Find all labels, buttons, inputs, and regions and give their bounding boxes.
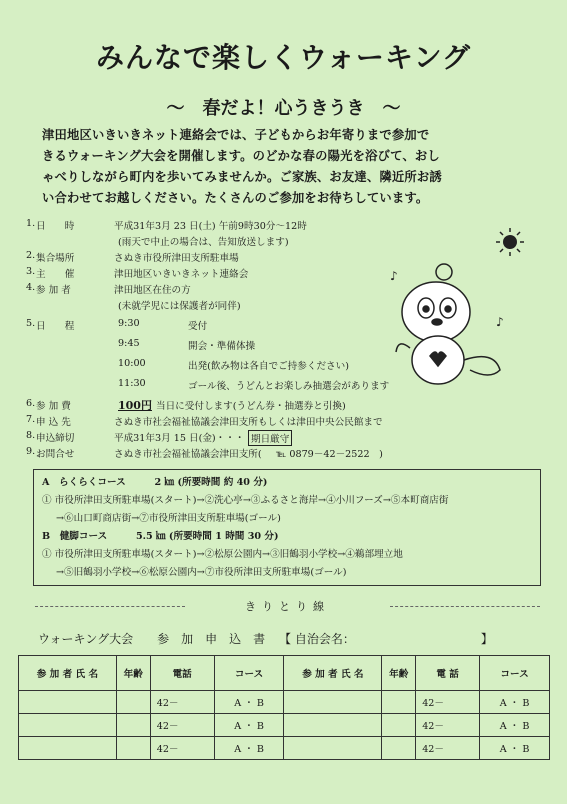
- age-cell[interactable]: [116, 691, 150, 714]
- item-label: 主 催: [36, 269, 75, 280]
- header-course: コース: [480, 656, 550, 691]
- item-label: 日 程: [36, 321, 75, 332]
- svg-text:♪: ♪: [390, 269, 398, 283]
- item-label: 申 込 先: [36, 417, 71, 428]
- phone-cell[interactable]: 42－: [416, 737, 480, 760]
- name-cell[interactable]: [284, 737, 382, 760]
- fee-amount: 100円: [118, 399, 152, 412]
- phone-cell[interactable]: 42－: [416, 691, 480, 714]
- deadline-badge: 期日厳守: [248, 430, 292, 446]
- form-title: [38, 630, 493, 647]
- course-cell[interactable]: A ・ B: [214, 691, 284, 714]
- name-cell[interactable]: [284, 714, 382, 737]
- detail-host: [26, 266, 446, 282]
- course-box: [33, 469, 541, 586]
- item-label: 申込締切: [36, 433, 75, 444]
- course-a-route: →⑥山口町商店街→⑦市役所津田支所駐車場(ゴール): [56, 513, 281, 524]
- schedule-time: 9:30: [118, 318, 140, 329]
- detail-date: [26, 218, 446, 234]
- form-title-text: ウォーキング大会 参 加 申 込 書: [38, 632, 266, 646]
- dashed-line: [35, 606, 185, 607]
- detail-participants: [26, 282, 446, 298]
- intro-line: い合わせてお越しください。たくさんのご参加をお待ちしています。: [42, 191, 429, 205]
- header-phone: 電話: [150, 656, 214, 691]
- item-number: 2.: [26, 250, 36, 261]
- schedule-desc: 開会・準備体操: [188, 341, 256, 352]
- cut-label: きりとり線: [245, 600, 330, 613]
- name-cell[interactable]: [19, 714, 117, 737]
- table-row: [19, 691, 550, 714]
- item-value: さぬき市社会福祉協議会津田支所もしくは津田中央公民館まで: [114, 417, 383, 428]
- item-label: 参 加 費: [36, 401, 71, 412]
- item-note: (雨天で中止の場合は、告知放送します): [118, 237, 289, 248]
- phone-cell[interactable]: 42－: [416, 714, 480, 737]
- course-cell[interactable]: A ・ B: [480, 737, 550, 760]
- header-name: 参 加 者 氏 名: [19, 656, 117, 691]
- name-cell[interactable]: [19, 737, 117, 760]
- item-number: 4.: [26, 282, 36, 293]
- schedule-desc: 出発(飲み物は各自でご持参ください): [188, 361, 349, 372]
- age-cell[interactable]: [116, 714, 150, 737]
- age-cell[interactable]: [382, 691, 416, 714]
- detail-participants-note: [26, 298, 446, 314]
- schedule-desc: ゴール後、うどんとお楽しみ抽選会があります: [188, 381, 390, 392]
- header-phone: 電 話: [416, 656, 480, 691]
- detail-deadline: [26, 430, 446, 446]
- header-course: コース: [214, 656, 284, 691]
- item-note: (未就学児には保護者が同伴): [118, 301, 241, 312]
- application-form-table: [18, 655, 550, 760]
- detail-schedule: [26, 318, 446, 334]
- page-subtitle: ～ 春だよ！心うきうき ～: [166, 98, 401, 119]
- detail-apply: [26, 414, 446, 430]
- header-age: 年齢: [382, 656, 416, 691]
- schedule-time: 11:30: [118, 378, 146, 389]
- item-number: 3.: [26, 266, 36, 277]
- phone-cell[interactable]: 42－: [150, 714, 214, 737]
- item-value: 津田地区在住の方: [114, 285, 191, 296]
- schedule-desc: 受付: [188, 321, 208, 332]
- name-cell[interactable]: [19, 691, 117, 714]
- dashed-line: [390, 606, 540, 607]
- item-value: 平成31年3月 23 日(土) 午前9時30分～12時: [114, 221, 307, 232]
- schedule-row: [26, 338, 446, 354]
- course-a-title: A らくらくコース 2 ㎞ (所要時間 約 40 分): [42, 477, 268, 488]
- schedule-time: 10:00: [118, 358, 146, 369]
- item-label: 日 時: [36, 221, 75, 232]
- detail-fee: [26, 398, 446, 414]
- phone-cell[interactable]: 42－: [150, 737, 214, 760]
- intro-paragraph: [42, 125, 532, 209]
- mascot-illustration: [386, 260, 508, 388]
- table-row: [19, 714, 550, 737]
- sun-icon: [496, 228, 524, 256]
- age-cell[interactable]: [116, 737, 150, 760]
- course-cell[interactable]: A ・ B: [214, 737, 284, 760]
- intro-line: きるウォーキング大会を開催します。のどかな春の陽光を浴びて、おし: [42, 149, 440, 163]
- intro-line: 津田地区いきいきネット連絡会では、子どもからお年寄りまで参加で: [42, 128, 430, 142]
- item-value: 津田地区いきいきネット連絡会: [114, 269, 249, 280]
- course-a-route: ① 市役所津田支所駐車場(スタート)→②洗心亭→③ふるさと海岸→④小川フーズ→⑤本町商店街: [42, 495, 449, 506]
- svg-text:♪: ♪: [496, 315, 504, 329]
- item-label: お問合せ: [36, 449, 75, 460]
- item-number: 8.: [26, 430, 36, 441]
- schedule-time: 9:45: [118, 338, 140, 349]
- header-name: 参 加 者 氏 名: [284, 656, 382, 691]
- schedule-row: [26, 378, 446, 394]
- age-cell[interactable]: [382, 714, 416, 737]
- course-b-route: →⑤旧鶴羽小学校→⑥松原公園内→⑦市役所津田支所駐車場(ゴール): [56, 567, 347, 578]
- name-cell[interactable]: [284, 691, 382, 714]
- item-number: 9.: [26, 446, 36, 457]
- detail-contact: [26, 446, 446, 462]
- course-b-route: ① 市役所津田支所駐車場(スタート)→②松原公園内→③旧鶴羽小学校→④鵜部埋立地: [42, 549, 403, 560]
- item-value: さぬき市社会福祉協議会津田支所(: [114, 449, 262, 460]
- intro-line: ゃべりしながら町内を歩いてみませんか。ご家族、お友達、隣近所お誘: [42, 170, 442, 184]
- fee-note: 当日に受付します(うどん券・抽選券と引換): [156, 401, 346, 412]
- page-title: みんなで楽しくウォーキング: [95, 41, 472, 74]
- age-cell[interactable]: [382, 737, 416, 760]
- course-cell[interactable]: A ・ B: [480, 714, 550, 737]
- header-age: 年齢: [116, 656, 150, 691]
- item-value: さぬき市役所津田支所駐車場: [114, 253, 239, 264]
- item-number: 5.: [26, 318, 36, 329]
- item-label: 参 加 者: [36, 285, 71, 296]
- item-number: 6.: [26, 398, 36, 409]
- phone-cell[interactable]: 42－: [150, 691, 214, 714]
- cut-line: [35, 600, 540, 612]
- course-cell[interactable]: A ・ B: [480, 691, 550, 714]
- item-number: 7.: [26, 414, 36, 425]
- detail-rain-note: [26, 234, 446, 250]
- course-b-title: B 健脚コース 5.5 ㎞ (所要時間 1 時間 30 分): [42, 531, 279, 542]
- table-row: [19, 737, 550, 760]
- item-number: 1.: [26, 218, 36, 229]
- item-value: 平成31年3月 15 日(金)・・・: [114, 433, 245, 444]
- course-cell[interactable]: A ・ B: [214, 714, 284, 737]
- form-group-field: 【 自治会名： 】: [279, 632, 493, 646]
- table-header-row: [19, 656, 550, 691]
- contact-tel: ℡ 0879－42－2522 ): [276, 449, 383, 460]
- schedule-row: [26, 358, 446, 374]
- item-label: 集合場所: [36, 253, 75, 264]
- detail-place: [26, 250, 446, 266]
